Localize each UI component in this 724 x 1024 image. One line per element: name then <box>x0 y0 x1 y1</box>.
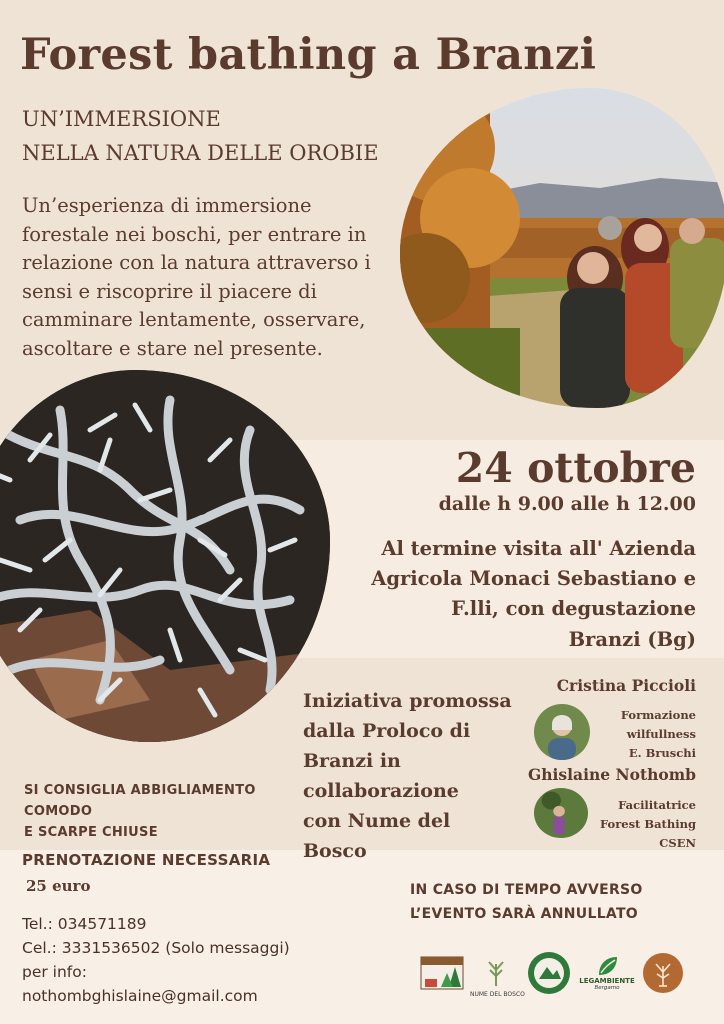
mobile-number: Cel.: 3331536502 (Solo messaggi) <box>22 939 290 957</box>
initiative-text: Iniziativa promossa dalla Proloco di Branzi in collaborazione con Nume del Bosco <box>303 690 512 862</box>
tree-emblem-logo <box>640 950 686 996</box>
event-date: 24 ottobre <box>455 444 696 492</box>
poster-subtitle: UN’IMMERSIONE NELLA NATURA DELLE OROBIE <box>22 107 379 165</box>
poster-title: Forest bathing a Branzi <box>20 30 597 80</box>
regional-park-logo <box>526 950 572 996</box>
event-price: 25 euro <box>26 877 91 895</box>
guide-2-name: Ghislaine Nothomb <box>528 765 696 784</box>
email-link[interactable]: nothombghislaine@gmail.com <box>22 987 258 1005</box>
legambiente-logo: LEGAMBIENTE Bergamo <box>578 950 636 996</box>
event-hours: dalle h 9.00 alle h 12.00 <box>438 493 696 515</box>
sponsor-logos <box>418 950 688 1000</box>
event-visit: Al termine visita all' Azienda Agricola Monaci Sebastiano e F.lli, con degustazione <box>371 537 696 620</box>
proloco-logo <box>418 950 466 996</box>
booking-required: PRENOTAZIONE NECESSARIA <box>22 851 271 869</box>
phone-number: Tel.: 034571189 <box>22 915 147 933</box>
intro-paragraph: Un’esperienza di immersione forestale nei boschi, per entrare in relazione con la natura attraverso i sensi e riscoprire il piacere di camminare lentamente, osservare, ascoltare e stare nel presente. <box>22 194 371 360</box>
event-place: Branzi (Bg) <box>568 628 696 651</box>
guide-1-role: Formazione wilfullness E. Bruschi <box>620 708 696 760</box>
guide-1-name: Cristina Piccioli <box>556 676 696 695</box>
contact-info <box>22 912 290 1008</box>
guide-2-role: Facilitatrice Forest Bathing CSEN <box>600 798 696 850</box>
info-label: per info: <box>22 963 87 981</box>
weather-notice: IN CASO DI TEMPO AVVERSO L’EVENTO SARÀ ANNULLATO <box>410 882 643 922</box>
nume-del-bosco-logo: NUME DEL BOSCO <box>470 950 522 996</box>
clothing-advice: SI CONSIGLIA ABBIGLIAMENTO COMODO E SCARPE CHIUSE <box>24 783 256 840</box>
